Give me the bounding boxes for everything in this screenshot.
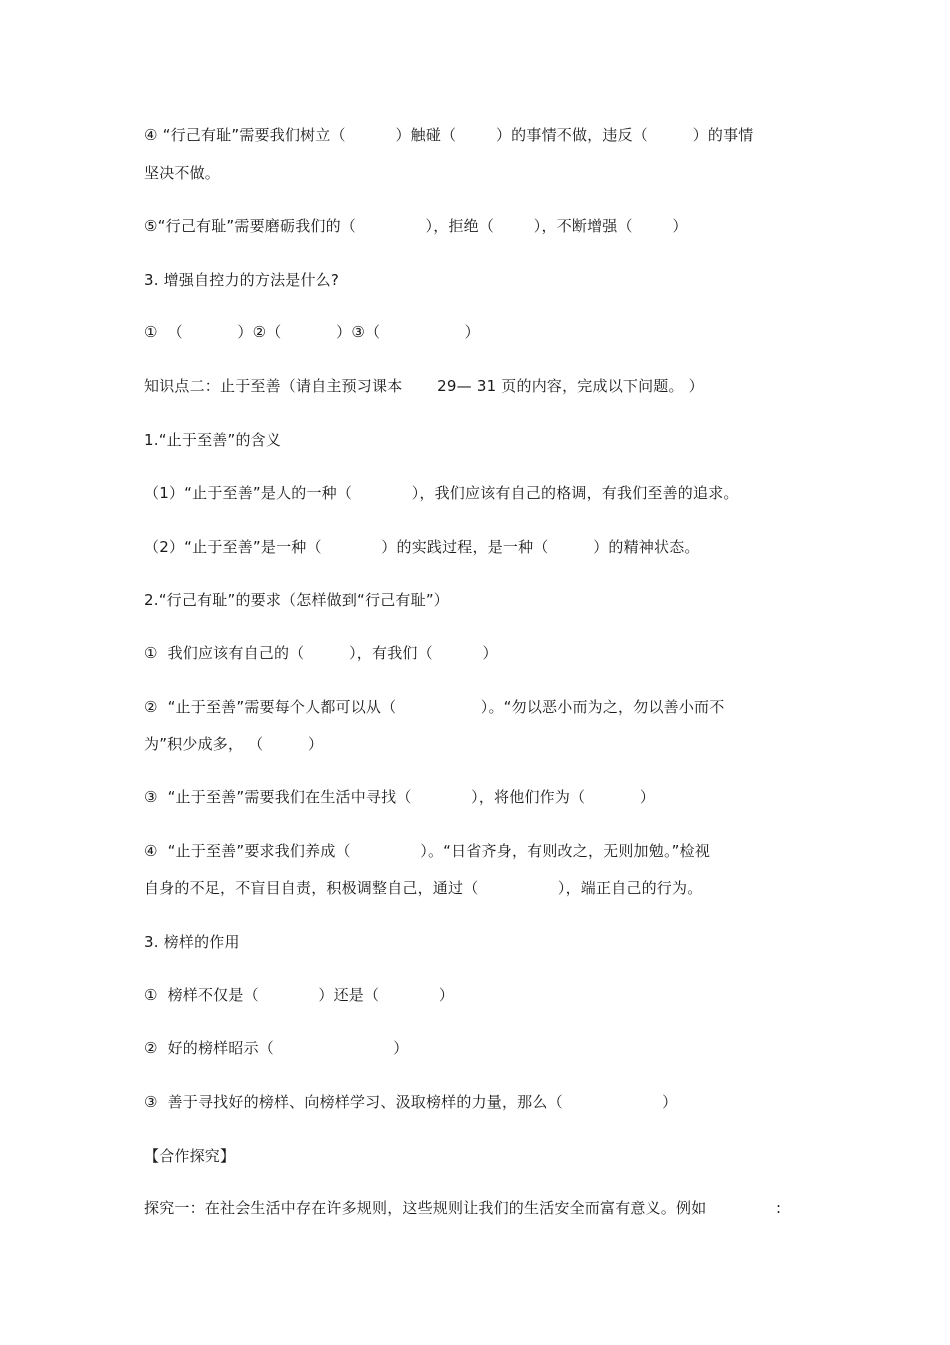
section-2-item-2-line-2: 为”积少成多， （ ） bbox=[144, 735, 324, 753]
section-2-item-2-line-1: ② “止于至善”需要每个人都可以从（ ）。“勿以恶小而为之，勿以善小而不 bbox=[144, 698, 725, 716]
question-2-item-5: ⑤“行己有耻”需要磨砺我们的（ ），拒绝（ ），不断增强（ ） bbox=[144, 217, 688, 235]
section-2-item-4-line-2: 自身的不足，不盲目自责，积极调整自己，通过（ ），端正自己的行为。 bbox=[144, 879, 703, 897]
section-2-item-3: ③ “止于至善”需要我们在生活中寻找（ ），将他们作为（ ） bbox=[144, 788, 656, 806]
section-2-item-1: ① 我们应该有自己的（ ），有我们（ ） bbox=[144, 644, 498, 662]
section-3-item-1: ① 榜样不仅是（ ）还是（ ） bbox=[144, 986, 455, 1004]
inquiry-1-text: 探究一：在社会生活中存在许多规则，这些规则让我们的生活安全而富有意义。例如 : bbox=[144, 1199, 782, 1217]
section-2-item-4-line-1: ④ “止于至善”要求我们养成（ ）。“日省齐身，有则改之，无则加勉。”检视 bbox=[144, 842, 711, 860]
section-2-heading: 2.“行己有耻”的要求（怎样做到“行己有耻”） bbox=[144, 591, 449, 609]
knowledge-point-2-heading: 知识点二：止于至善（请自主预习课本 29— 31 页的内容，完成以下问题。 ） bbox=[144, 377, 704, 395]
question-2-item-4-line-1: ④ “行己有耻”需要我们树立（ ）触碰（ ）的事情不做，违反（ ）的事情 bbox=[144, 126, 754, 144]
section-1-item-1: （1）“止于至善”是人的一种（ ），我们应该有自己的格调，有我们至善的追求。 bbox=[144, 484, 739, 502]
section-1-item-2: （2）“止于至善”是一种（ ）的实践过程，是一种（ ）的精神状态。 bbox=[144, 538, 700, 556]
question-2-item-4-line-2: 坚决不做。 bbox=[144, 164, 221, 182]
section-3-heading: 3. 榜样的作用 bbox=[144, 933, 240, 951]
question-3-heading: 3. 增强自控力的方法是什么? bbox=[144, 271, 340, 289]
cooperative-inquiry-heading: 【合作探究】 bbox=[144, 1147, 236, 1165]
question-3-answers: ① （ ）②（ ）③（ ） bbox=[144, 323, 480, 341]
section-3-item-2: ② 好的榜样昭示（ ） bbox=[144, 1039, 409, 1057]
section-3-item-3: ③ 善于寻找好的榜样、向榜样学习、汲取榜样的力量，那么（ ） bbox=[144, 1093, 678, 1111]
section-1-heading: 1.“止于至善”的含义 bbox=[144, 431, 282, 449]
